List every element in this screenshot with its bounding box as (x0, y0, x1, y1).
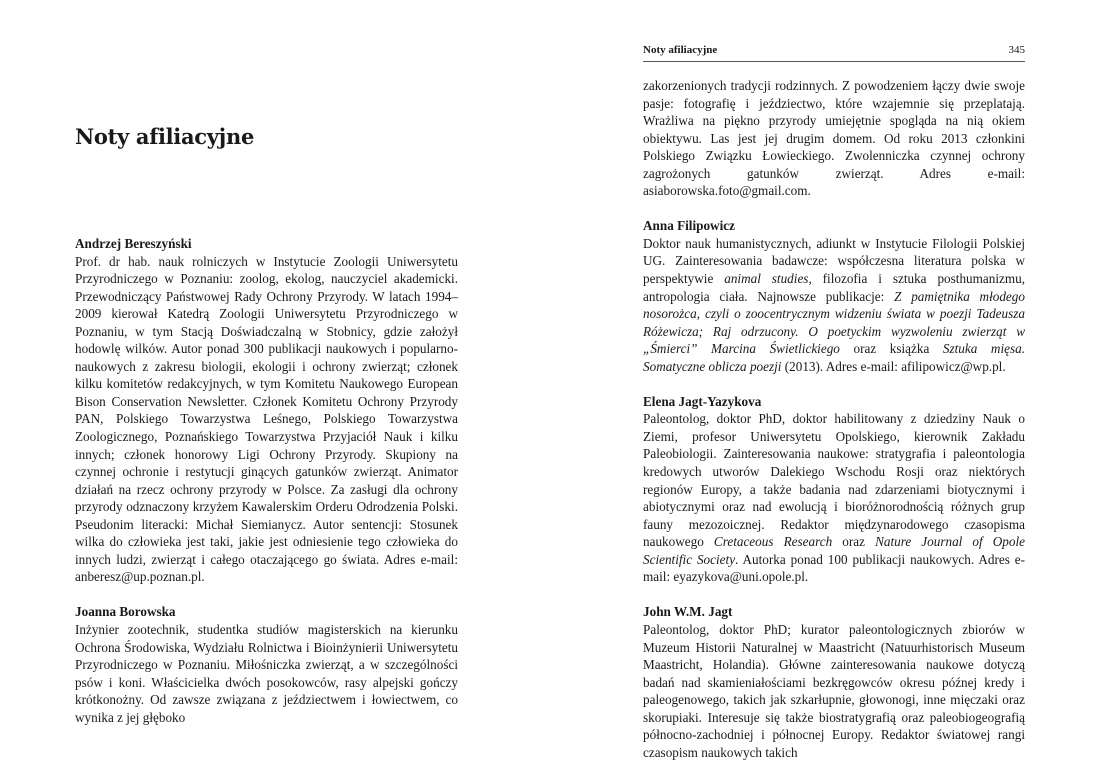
running-title: Noty afiliacyjne (643, 44, 718, 56)
right-column (643, 77, 1025, 779)
left-column (75, 235, 458, 744)
entry-text: oraz (832, 534, 876, 550)
entry-italic: Nature Journal of Opole Scientific Society (643, 534, 1026, 567)
entry-jagt-yazykova (643, 393, 1025, 586)
entry-text: . Autorka ponad 100 publikacji naukowych. Adres e-mail: eyazykova@uni.opole.pl. (643, 551, 1025, 585)
entry-text: Paleontolog, doktor PhD; kurator paleontologicznych zbiorów w Muzeum Historii Naturalnej w Maastricht (Natuurhistorisch Museum Maastricht, Holandia). Główne zainteresowania naukowe dotyczą badań nad skamieniałościami bezkręgowców okresu późnej kredy i paleogenowego, takich jak szkarłupnie, głowonogi, inne mięczaki oraz skorupiaki. Interesuje się także biostratygrafią oraz paleobiogeografią północno-zachodniej i północnej Europy. Redaktor światowej rangi czasopism naukowych takich (643, 621, 1025, 760)
entry-italic: Z pamiętnika młodego nosorożca, czyli o zoocentrycznym widzeniu świata w poezji Tadeusza Różewicza; Raj odrzucony. O poetyckim wyzwoleniu zwierząt w „Śmierci” Marcina Świetlickiego (643, 288, 1025, 357)
entry-text: Paleontolog, doktor PhD, doktor habilitowany z dziedziny Nauk o Ziemi, profesor Uniwersytetu Opolskiego, kierownik Zakładu Paleobiologii. Zainteresowania naukowe: stratygrafia i paleontologia kredowych utworów Dalekiego Wschodu Rosji oraz niektórych regionów Europy, a także badania nad zdarzeniami biotycznymi i abiotycznymi oraz nad ewolucją i bioróżnorodnością różnych grup fauny mezozoicznej. Redaktor międzynarodowego czasopisma naukowego (643, 411, 1025, 550)
entry-text: Inżynier zootechnik, studentka studiów magisterskich na kierunku Ochrona Środowiska, Wydziału Rolnictwa i Bioinżynierii Uniwersytetu Przyrodniczego w Poznaniu. Miłośniczka zwierząt, a w szczególności psów i koni. Właścicielka dwóch posokowców, rasy alpejski gończy krótkonożny. Od zawsze związana z jeździectwem i łowiectwem, co wynika z jej głęboko (75, 622, 458, 725)
entry-text: (2013). Adres e-mail: afilipowicz@wp.pl. (781, 358, 1006, 374)
entry-name: Anna Filipowicz (643, 218, 735, 234)
entry-text: Doktor nauk humanistycznych, adiunkt w Instytucie Filologii Polskiej UG. Zainteresowania badawcze: współczesna literatura polska w perspektywie (643, 235, 1025, 287)
entry-text: zakorzenionych tradycji rodzinnych. Z powodzeniem łączy dwie swoje pasje: fotografię i jeździectwo, które wzajemnie się przeplatają. Wrażliwa na piękno przyrody umiejętnie spogląda na nią okiem obiektywu. Las jest jej drugim domem. Od roku 2013 członkini Polskiego Związku Łowieckiego. Zwolenniczka czynnej ochrony zagrożonych gatunków zwierząt. Adres e-mail: asiaborowska.foto@gmail.com. (643, 78, 1025, 199)
entry-borowska (75, 603, 458, 726)
entry-bereszynski (75, 235, 458, 586)
entry-italic: Sztuka mięsa. Somatyczne oblicza poezji (643, 341, 1025, 374)
page-number: 345 (1008, 44, 1025, 56)
right-page (550, 0, 1100, 771)
entry-borowska-continued (643, 77, 1025, 200)
entry-italic: Cretaceous Research (713, 534, 833, 550)
entry-filipowicz (643, 217, 1025, 375)
chapter-title: Noty afiliacyjne (75, 124, 255, 149)
entry-name: Elena Jagt-Yazykova (643, 393, 762, 409)
entry-name: Joanna Borowska (75, 604, 176, 620)
running-head (643, 43, 1025, 62)
entry-text: oraz książka (839, 341, 943, 357)
entry-name: John W.M. Jagt (643, 604, 733, 620)
entry-name: Andrzej Bereszyński (75, 236, 192, 251)
entry-italic: animal studies (724, 271, 809, 287)
entry-jagt (643, 603, 1025, 761)
entry-text: Prof. dr hab. nauk rolniczych w Instytucie Zoologii Uniwersytetu Przyrodniczego w Poznaniu: zoolog, ekolog, nauczyciel akademicki. Przewodniczący Państwowej Rady Ochrony Przyrody. W latach 1994–2009 kierował Katedrą Zoologii Uniwersytetu Przyrodniczego w Poznaniu, w tym Stacją Doświadczalną w Stobnicy, gdzie założył hodowlę wilków. Autor ponad 300 publikacji naukowych i popularno-naukowych z zakresu biologii, ekologii i ochrony zwierząt; członek kilku komitetów redakcyjnych, w tym Komitetu Naukowego European Bison Conservation Newsletter. Członek Komitetu Ochrony Przyrody PAN, Polskiego Towarzystwa Leśnego, Polskiego Towarzystwa Zoologicznego, Poznańskiego Towarzystwa Przyjaciół Nauk i kilku innych; członek honorowy Ligi Ochrony Przyrody. Skupiony na czynnej ochronie i restytucji ginących gatunków zwierząt. Animator działań na rzecz ochrony przyrody w Polsce. Za zasługi dla ochrony przyrody odznaczony krzyżem Kawalerskim Orderu Odrodzenia Polski. Pseudonim literacki: Michał Siemianycz. Autor sentencji: Stosunek wilka do człowieka jest taki, jakie jest odniesienie tego człowieka do innych ludzi, zwierząt i całego otaczającego go świata. Adres e-mail: anberesz@up.poznan.pl. (75, 253, 458, 585)
left-page (0, 0, 550, 771)
entry-text: , filozofia i sztuka posthumanizmu, antropologia ciała. Najnowsze publikacje: (643, 271, 1025, 304)
